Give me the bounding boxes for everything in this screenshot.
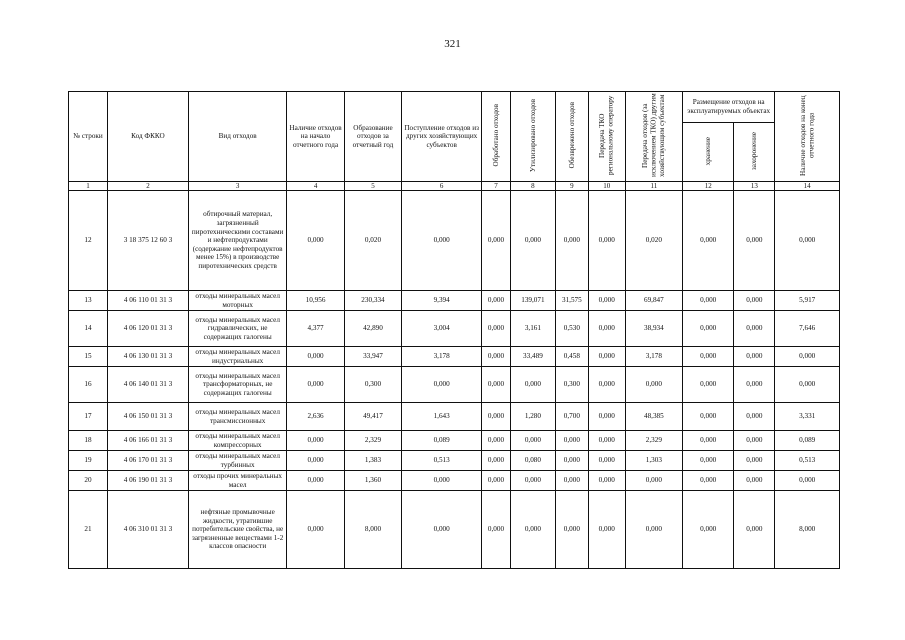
header-received: Поступление отходов из других хозяйствующих субъектов — [402, 92, 482, 182]
column-number: 13 — [734, 182, 775, 191]
column-number: 5 — [344, 182, 401, 191]
value-cell: 0,530 — [555, 311, 588, 347]
value-cell: 0,020 — [625, 191, 682, 291]
value-cell: 0,000 — [510, 191, 555, 291]
table-row — [69, 451, 840, 471]
row-number-cell: 15 — [69, 347, 108, 367]
waste-name-cell: отходы минеральных масел компрессорных — [188, 431, 286, 451]
column-number: 9 — [555, 182, 588, 191]
fkko-code-cell: 4 06 166 01 31 3 — [107, 431, 188, 451]
value-cell: 1,360 — [344, 471, 401, 491]
table-row — [69, 291, 840, 311]
page-number: 321 — [444, 38, 461, 50]
value-cell: 3,178 — [402, 347, 482, 367]
value-cell: 0,000 — [482, 431, 511, 451]
value-cell: 0,000 — [402, 367, 482, 403]
fkko-code-cell: 4 06 130 01 31 3 — [107, 347, 188, 367]
value-cell: 0,080 — [510, 451, 555, 471]
value-cell: 9,394 — [402, 291, 482, 311]
value-cell: 0,089 — [402, 431, 482, 451]
fkko-code-cell: 4 06 310 01 31 3 — [107, 491, 188, 569]
value-cell: 0,700 — [555, 403, 588, 431]
fkko-code-cell: 4 06 140 01 31 3 — [107, 367, 188, 403]
waste-name-cell: отходы минеральных масел моторных — [188, 291, 286, 311]
column-number: 14 — [775, 182, 840, 191]
waste-report-table — [68, 91, 840, 569]
value-cell: 1,303 — [625, 451, 682, 471]
table-row — [69, 491, 840, 569]
value-cell: 0,000 — [287, 367, 344, 403]
value-cell: 0,000 — [402, 491, 482, 569]
value-cell: 0,000 — [683, 347, 734, 367]
table-row — [69, 431, 840, 451]
value-cell: 0,000 — [555, 191, 588, 291]
value-cell: 48,385 — [625, 403, 682, 431]
waste-name-cell: отходы минеральных масел индустриальных — [188, 347, 286, 367]
fkko-code-cell: 4 06 110 01 31 3 — [107, 291, 188, 311]
value-cell: 0,000 — [287, 451, 344, 471]
value-cell: 8,000 — [775, 491, 840, 569]
value-cell: 0,000 — [775, 191, 840, 291]
header-waste-type: Вид отходов — [188, 92, 286, 182]
value-cell: 0,000 — [482, 403, 511, 431]
value-cell: 0,000 — [482, 471, 511, 491]
value-cell: 0,000 — [287, 471, 344, 491]
row-number-cell: 19 — [69, 451, 108, 471]
value-cell: 0,000 — [588, 471, 625, 491]
value-cell: 2,329 — [344, 431, 401, 451]
value-cell: 0,000 — [510, 367, 555, 403]
value-cell: 0,000 — [555, 471, 588, 491]
value-cell: 0,000 — [625, 367, 682, 403]
value-cell: 0,000 — [287, 491, 344, 569]
row-number-cell: 18 — [69, 431, 108, 451]
value-cell: 0,000 — [287, 431, 344, 451]
column-number: 4 — [287, 182, 344, 191]
value-cell: 0,000 — [287, 347, 344, 367]
value-cell: 49,417 — [344, 403, 401, 431]
value-cell: 0,000 — [683, 311, 734, 347]
value-cell: 0,000 — [683, 431, 734, 451]
value-cell: 0,458 — [555, 347, 588, 367]
column-number: 3 — [188, 182, 286, 191]
column-number-row — [69, 182, 840, 191]
value-cell: 0,000 — [625, 491, 682, 569]
value-cell: 0,000 — [734, 431, 775, 451]
row-number-cell: 17 — [69, 403, 108, 431]
value-cell: 0,000 — [482, 311, 511, 347]
row-number-cell: 21 — [69, 491, 108, 569]
fkko-code-cell: 3 18 375 12 60 3 — [107, 191, 188, 291]
value-cell: 0,000 — [734, 451, 775, 471]
value-cell: 0,000 — [683, 191, 734, 291]
value-cell: 0,000 — [734, 311, 775, 347]
waste-name-cell: отходы минеральных масел турбинных — [188, 451, 286, 471]
value-cell: 0,300 — [344, 367, 401, 403]
value-cell: 0,000 — [555, 451, 588, 471]
value-cell: 0,000 — [734, 291, 775, 311]
value-cell: 0,000 — [510, 431, 555, 451]
value-cell: 0,000 — [588, 191, 625, 291]
fkko-code-cell: 4 06 150 01 31 3 — [107, 403, 188, 431]
waste-name-cell: отходы минеральных масел трансмиссионных — [188, 403, 286, 431]
fkko-code-cell: 4 06 120 01 31 3 — [107, 311, 188, 347]
column-number: 8 — [510, 182, 555, 191]
value-cell: 0,000 — [734, 403, 775, 431]
table-row — [69, 367, 840, 403]
value-cell: 0,000 — [683, 451, 734, 471]
value-cell: 0,000 — [734, 347, 775, 367]
value-cell: 2,329 — [625, 431, 682, 451]
value-cell: 0,000 — [588, 367, 625, 403]
value-cell: 0,020 — [344, 191, 401, 291]
value-cell: 31,575 — [555, 291, 588, 311]
header-row-no: № строки — [69, 92, 108, 182]
value-cell: 0,000 — [683, 291, 734, 311]
column-number: 12 — [683, 182, 734, 191]
table-row — [69, 403, 840, 431]
value-cell: 0,000 — [588, 491, 625, 569]
column-number: 7 — [482, 182, 511, 191]
column-number: 6 — [402, 182, 482, 191]
table-row — [69, 347, 840, 367]
value-cell: 0,000 — [775, 367, 840, 403]
value-cell: 33,947 — [344, 347, 401, 367]
value-cell: 0,000 — [775, 347, 840, 367]
header-neutralized: Обезврежено отходов — [555, 92, 588, 182]
value-cell: 0,000 — [683, 367, 734, 403]
waste-name-cell: обтирочный материал, загрязненный пиротехническими составами и нефтепродуктами (содержание нефтепродуктов менее 15%) в производстве пиротехнических средств — [188, 191, 286, 291]
fkko-code-cell: 4 06 190 01 31 3 — [107, 471, 188, 491]
value-cell: 139,071 — [510, 291, 555, 311]
table-row — [69, 311, 840, 347]
value-cell: 0,000 — [287, 191, 344, 291]
value-cell: 0,000 — [588, 291, 625, 311]
header-fkko-code: Код ФККО — [107, 92, 188, 182]
value-cell: 1,280 — [510, 403, 555, 431]
table-row — [69, 471, 840, 491]
value-cell: 0,000 — [482, 291, 511, 311]
value-cell: 0,000 — [555, 491, 588, 569]
header-row — [69, 92, 840, 123]
value-cell: 0,000 — [482, 347, 511, 367]
value-cell: 0,000 — [588, 311, 625, 347]
header-processed: Обработано отходов — [482, 92, 511, 182]
header-burial: захоронение — [734, 123, 775, 182]
value-cell: 0,000 — [402, 191, 482, 291]
value-cell: 8,000 — [344, 491, 401, 569]
waste-name-cell: отходы прочих минеральных масел — [188, 471, 286, 491]
value-cell: 0,513 — [775, 451, 840, 471]
value-cell: 0,000 — [588, 431, 625, 451]
value-cell: 0,000 — [510, 491, 555, 569]
value-cell: 38,934 — [625, 311, 682, 347]
column-number: 2 — [107, 182, 188, 191]
value-cell: 5,917 — [775, 291, 840, 311]
value-cell: 0,000 — [588, 347, 625, 367]
row-number-cell: 14 — [69, 311, 108, 347]
value-cell: 0,000 — [588, 403, 625, 431]
value-cell: 1,383 — [344, 451, 401, 471]
header-utilized: Утилизировано отходов — [510, 92, 555, 182]
value-cell: 33,489 — [510, 347, 555, 367]
waste-name-cell: нефтяные промывочные жидкости, утратившие потребительские свойства, не загрязненные веществами 1-2 классов опасности — [188, 491, 286, 569]
waste-name-cell: отходы минеральных масел трансформаторных, не содержащих галогены — [188, 367, 286, 403]
fkko-code-cell: 4 06 170 01 31 3 — [107, 451, 188, 471]
value-cell: 0,000 — [482, 451, 511, 471]
header-placement-group: Размещение отходов на эксплуатируемых объектах — [683, 92, 775, 123]
header-storage: хранение — [683, 123, 734, 182]
value-cell: 7,646 — [775, 311, 840, 347]
value-cell: 0,000 — [734, 471, 775, 491]
header-to-other-entities: Передача отходов (за исключением ТКО) другим хозяйствующим субъектам — [625, 92, 682, 182]
value-cell: 0,000 — [683, 471, 734, 491]
value-cell: 230,334 — [344, 291, 401, 311]
value-cell: 0,000 — [734, 367, 775, 403]
waste-name-cell: отходы минеральных масел гидравлических, не содержащих галогены — [188, 311, 286, 347]
header-end-balance: Наличие отходов на конец отчетного года — [775, 92, 840, 182]
value-cell: 0,000 — [482, 191, 511, 291]
table-row — [69, 191, 840, 291]
row-number-cell: 16 — [69, 367, 108, 403]
column-number: 1 — [69, 182, 108, 191]
column-number: 11 — [625, 182, 682, 191]
value-cell: 0,000 — [588, 451, 625, 471]
value-cell: 4,377 — [287, 311, 344, 347]
value-cell: 0,000 — [625, 471, 682, 491]
value-cell: 0,089 — [775, 431, 840, 451]
value-cell: 0,000 — [734, 491, 775, 569]
value-cell: 0,000 — [482, 367, 511, 403]
header-start-balance: Наличие отходов на начало отчетного года — [287, 92, 344, 182]
row-number-cell: 13 — [69, 291, 108, 311]
value-cell: 42,890 — [344, 311, 401, 347]
value-cell: 3,161 — [510, 311, 555, 347]
value-cell: 0,000 — [555, 431, 588, 451]
column-number: 10 — [588, 182, 625, 191]
value-cell: 69,847 — [625, 291, 682, 311]
header-to-regional-operator: Передача ТКО региональному оператору — [588, 92, 625, 182]
value-cell: 0,000 — [683, 403, 734, 431]
value-cell: 2,636 — [287, 403, 344, 431]
value-cell: 3,331 — [775, 403, 840, 431]
value-cell: 0,000 — [510, 471, 555, 491]
header-generated: Образование отходов за отчетный год — [344, 92, 401, 182]
value-cell: 0,000 — [775, 471, 840, 491]
value-cell: 3,004 — [402, 311, 482, 347]
row-number-cell: 20 — [69, 471, 108, 491]
value-cell: 10,956 — [287, 291, 344, 311]
value-cell: 0,000 — [482, 491, 511, 569]
value-cell: 3,178 — [625, 347, 682, 367]
value-cell: 1,643 — [402, 403, 482, 431]
value-cell: 0,000 — [683, 491, 734, 569]
value-cell: 0,000 — [734, 191, 775, 291]
value-cell: 0,513 — [402, 451, 482, 471]
row-number-cell: 12 — [69, 191, 108, 291]
value-cell: 0,000 — [402, 471, 482, 491]
value-cell: 0,300 — [555, 367, 588, 403]
